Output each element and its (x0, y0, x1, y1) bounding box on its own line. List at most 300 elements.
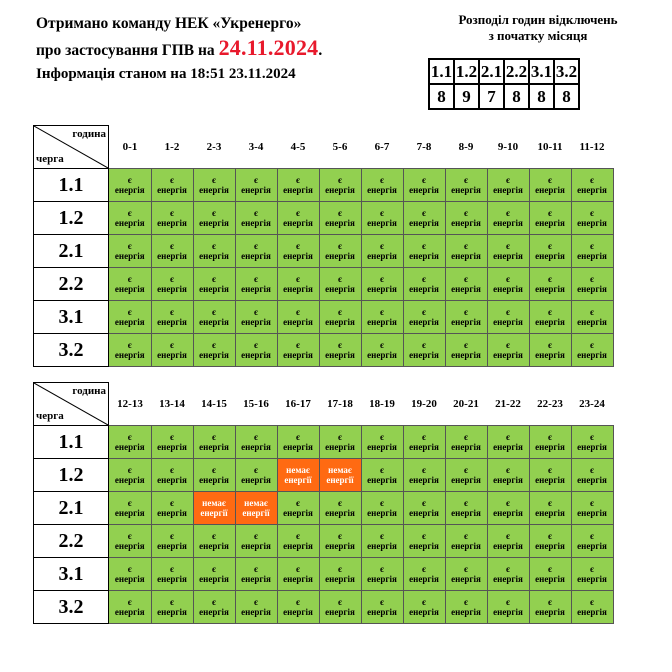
status-line-2: енергія (451, 607, 481, 617)
status-cell-no-power (319, 459, 361, 492)
status-cell-power (361, 426, 403, 459)
status-cell-power (487, 426, 529, 459)
status-line-2: енергія (367, 185, 397, 195)
status-line-1: є (254, 597, 258, 607)
summary-caption-line-2: з початку місяця (488, 28, 588, 43)
status-cell-power (361, 591, 403, 624)
status-line-2: енергія (157, 317, 187, 327)
summary-hours-value: 9 (454, 84, 479, 109)
announcement-line-2 (36, 36, 406, 63)
status-line-1: є (254, 274, 258, 284)
status-line-1: є (254, 340, 258, 350)
status-line-2: енергія (325, 541, 355, 551)
status-cell-power (487, 459, 529, 492)
status-line-1: є (296, 564, 300, 574)
status-cell-power (487, 202, 529, 235)
status-line-2: енергія (451, 185, 481, 195)
status-line-2: енергія (114, 185, 145, 195)
status-line-2: енергія (157, 350, 187, 360)
status-line-1: є (590, 274, 594, 284)
status-cell-power (529, 268, 571, 301)
hour-header: 13-14 (159, 397, 185, 410)
status-cell-power (235, 334, 277, 367)
status-line-1: є (170, 175, 174, 185)
status-cell-power (571, 301, 613, 334)
status-cell-power (319, 169, 361, 202)
status-line-1: є (338, 307, 342, 317)
status-line-1: є (506, 340, 510, 350)
hour-header: 21-22 (495, 397, 521, 410)
status-cell-power (403, 525, 445, 558)
status-line-1: є (548, 564, 552, 574)
status-line-1: є (338, 531, 342, 541)
status-line-1: є (170, 241, 174, 251)
schedule-date: 24.11.2024 (218, 35, 319, 60)
status-line-1: є (170, 498, 174, 508)
schedule-table-am (33, 125, 614, 367)
queue-row (34, 169, 614, 202)
status-line-2: енергія (325, 350, 355, 360)
corner-header (34, 126, 109, 169)
status-line-1: є (296, 307, 300, 317)
status-line-2: енергія (283, 218, 313, 228)
status-line-2: енергія (535, 185, 565, 195)
status-line-2: енергія (199, 607, 229, 617)
status-line-2: енергія (493, 218, 523, 228)
status-cell-power (487, 301, 529, 334)
status-line-1: є (170, 274, 174, 284)
status-cell-power (109, 492, 152, 525)
status-cell-power (487, 235, 529, 268)
status-cell-power (487, 525, 529, 558)
status-cell-power (403, 459, 445, 492)
status-line-1: є (380, 274, 384, 284)
status-line-1: є (548, 597, 552, 607)
status-line-1: є (422, 597, 426, 607)
queue-label: 3.1 (34, 301, 109, 334)
status-cell-power (403, 591, 445, 624)
status-line-2: енергія (577, 442, 607, 452)
status-line-1: є (338, 564, 342, 574)
status-cell-power (109, 301, 152, 334)
status-line-1: є (212, 597, 216, 607)
status-line-1: є (296, 175, 300, 185)
status-cell-power (487, 558, 529, 591)
status-line-1: є (590, 498, 594, 508)
status-line-1: є (380, 564, 384, 574)
status-cell-power (109, 558, 152, 591)
queue-row (34, 235, 614, 268)
status-line-1: є (127, 241, 132, 251)
status-line-2: енергія (409, 508, 439, 518)
status-line-2: енергія (535, 284, 565, 294)
status-line-1: є (127, 498, 132, 508)
hour-header: 2-3 (206, 140, 222, 153)
status-cell-power (361, 268, 403, 301)
status-line-1: є (127, 340, 132, 350)
status-line-1: є (127, 175, 132, 185)
status-cell-power (403, 202, 445, 235)
corner-queue-label: черга (36, 410, 64, 422)
status-line-1: є (296, 531, 300, 541)
status-line-1: є (464, 498, 468, 508)
status-line-1: є (212, 465, 216, 475)
hour-header: 16-17 (285, 397, 311, 410)
hour-header: 1-2 (164, 140, 180, 153)
status-cell-power (193, 202, 235, 235)
hour-header: 0-1 (122, 140, 138, 153)
status-line-1: є (127, 597, 132, 607)
status-line-2: енергія (241, 541, 271, 551)
status-line-1: є (590, 241, 594, 251)
status-line-1: є (548, 208, 552, 218)
summary-queue-label: 3.2 (554, 59, 579, 84)
status-line-2: енергія (157, 218, 187, 228)
summary-queue-label: 1.2 (454, 59, 479, 84)
status-cell-power (361, 334, 403, 367)
status-line-1: є (590, 465, 594, 475)
status-line-2: енергія (535, 574, 565, 584)
status-line-2: енергія (157, 442, 187, 452)
status-line-2: енергія (283, 185, 313, 195)
status-cell-power (277, 169, 319, 202)
status-cell-power (277, 202, 319, 235)
status-cell-power (193, 235, 235, 268)
status-line-1: є (548, 274, 552, 284)
status-line-1: є (380, 208, 384, 218)
status-line-2: енергія (114, 350, 145, 360)
status-line-1: є (548, 432, 552, 442)
status-line-1: є (548, 340, 552, 350)
hour-header: 23-24 (579, 397, 605, 410)
queue-label: 3.2 (34, 591, 109, 624)
status-cell-power (319, 492, 361, 525)
status-line-1: є (506, 597, 510, 607)
status-line-1: є (254, 531, 258, 541)
status-line-2: енергія (409, 607, 439, 617)
queue-label: 2.1 (34, 235, 109, 268)
status-line-2: енергія (493, 475, 523, 485)
status-line-1: є (464, 175, 468, 185)
status-line-1: є (380, 531, 384, 541)
status-line-2: енергія (199, 284, 229, 294)
status-line-1: є (506, 241, 510, 251)
status-line-2: енергія (367, 508, 397, 518)
status-line-2: енергія (409, 475, 439, 485)
status-line-1: є (338, 175, 342, 185)
status-cell-power (277, 591, 319, 624)
status-cell-power (445, 301, 487, 334)
status-cell-power (403, 558, 445, 591)
status-line-2: енергія (199, 251, 229, 261)
status-line-1: є (506, 274, 510, 284)
status-line-1: є (464, 340, 468, 350)
status-line-2: енергія (114, 475, 145, 485)
status-line-1: є (590, 432, 594, 442)
status-line-1: є (127, 208, 132, 218)
monthly-outage-summary (420, 12, 656, 110)
status-cell-power (235, 268, 277, 301)
status-line-2: енергія (451, 350, 481, 360)
status-cell-power (277, 235, 319, 268)
status-line-2: енергія (493, 607, 523, 617)
status-cell-power (529, 202, 571, 235)
status-cell-power (277, 268, 319, 301)
status-cell-power (193, 525, 235, 558)
status-line-2: енергія (114, 541, 145, 551)
corner-hour-label: година (72, 385, 106, 397)
status-line-2: енергія (199, 350, 229, 360)
status-line-1: є (338, 208, 342, 218)
status-cell-no-power (235, 492, 277, 525)
status-cell-power (361, 235, 403, 268)
status-cell-power (193, 334, 235, 367)
status-line-1: є (170, 307, 174, 317)
status-line-2: енергія (367, 218, 397, 228)
status-line-1: є (170, 531, 174, 541)
status-cell-power (109, 268, 152, 301)
status-line-2: енергія (241, 317, 271, 327)
status-line-2: енергія (325, 607, 355, 617)
status-line-1: є (590, 175, 594, 185)
status-line-2: енергія (283, 442, 313, 452)
status-cell-power (109, 459, 152, 492)
status-line-1: є (548, 465, 552, 475)
status-line-2: енергія (157, 185, 187, 195)
status-line-2: енергія (157, 251, 187, 261)
status-cell-power (571, 426, 613, 459)
status-line-2: енергія (577, 185, 607, 195)
status-line-1: є (422, 531, 426, 541)
status-line-1: є (590, 307, 594, 317)
status-line-1: немає (286, 465, 310, 475)
hour-header: 6-7 (374, 140, 390, 153)
status-line-1: є (590, 531, 594, 541)
summary-hours-value: 8 (504, 84, 529, 109)
summary-hours-value: 8 (529, 84, 554, 109)
status-line-2: енергія (409, 284, 439, 294)
status-cell-power (109, 202, 152, 235)
status-line-2: енергія (451, 251, 481, 261)
corner-header (34, 383, 109, 426)
status-cell-power (571, 459, 613, 492)
status-line-1: є (464, 597, 468, 607)
status-cell-power (235, 591, 277, 624)
status-line-1: є (422, 241, 426, 251)
status-line-2: енергія (493, 317, 523, 327)
status-line-1: є (212, 208, 216, 218)
status-line-2: енергія (283, 251, 313, 261)
queue-label: 1.2 (34, 459, 109, 492)
status-line-1: є (296, 498, 300, 508)
status-line-2: енергія (493, 442, 523, 452)
status-cell-power (529, 558, 571, 591)
status-line-2: енергія (493, 574, 523, 584)
status-line-1: є (548, 241, 552, 251)
status-cell-power (109, 235, 152, 268)
status-cell-power (529, 591, 571, 624)
hour-header: 19-20 (411, 397, 437, 410)
status-line-2: енергія (367, 574, 397, 584)
status-cell-power (361, 525, 403, 558)
status-line-1: є (296, 208, 300, 218)
status-cell-power (109, 169, 152, 202)
status-cell-power (445, 459, 487, 492)
status-line-2: енергія (535, 350, 565, 360)
status-line-1: є (380, 307, 384, 317)
summary-hours-value: 8 (554, 84, 579, 109)
status-line-2: енергія (283, 574, 313, 584)
status-line-2: енергія (493, 508, 523, 518)
queue-row (34, 301, 614, 334)
status-line-2: енергія (409, 350, 439, 360)
status-cell-power (151, 334, 193, 367)
status-cell-power (319, 558, 361, 591)
status-line-1: є (170, 564, 174, 574)
hour-header: 20-21 (453, 397, 479, 410)
info-timestamp: Інформація станом на 18:51 23.11.2024 (36, 66, 296, 82)
status-line-1: є (464, 241, 468, 251)
status-line-2: енергія (409, 251, 439, 261)
status-line-1: є (212, 175, 216, 185)
status-cell-power (151, 492, 193, 525)
status-line-1: є (338, 498, 342, 508)
status-line-1: є (464, 564, 468, 574)
status-line-2: енергія (577, 284, 607, 294)
status-cell-power (445, 169, 487, 202)
announcement-line-1: Отримано команду НЕК «Укренерго» (36, 15, 302, 32)
status-line-2: енергія (325, 508, 355, 518)
status-line-2: енергія (535, 251, 565, 261)
status-line-1: є (506, 498, 510, 508)
status-cell-power (109, 525, 152, 558)
status-line-2: енергія (241, 185, 271, 195)
status-cell-power (235, 235, 277, 268)
queue-row (34, 591, 614, 624)
status-line-2: енергія (283, 508, 313, 518)
summary-queue-label: 3.1 (529, 59, 554, 84)
status-line-2: енергія (577, 508, 607, 518)
status-line-1: є (338, 340, 342, 350)
status-line-2: енергія (241, 475, 271, 485)
status-line-2: енергія (451, 475, 481, 485)
status-cell-power (445, 268, 487, 301)
status-cell-power (403, 426, 445, 459)
status-line-1: немає (244, 498, 268, 508)
status-line-1: є (127, 564, 132, 574)
status-line-2: енергія (157, 541, 187, 551)
status-cell-power (277, 426, 319, 459)
status-line-1: є (464, 465, 468, 475)
status-cell-power (571, 334, 613, 367)
status-line-1: є (506, 531, 510, 541)
status-line-1: є (506, 432, 510, 442)
status-line-2: енергія (283, 317, 313, 327)
status-cell-power (403, 492, 445, 525)
status-cell-power (235, 301, 277, 334)
status-line-1: є (170, 465, 174, 475)
status-cell-power (361, 169, 403, 202)
hour-header: 7-8 (416, 140, 432, 153)
status-line-2: енергія (451, 284, 481, 294)
status-line-2: енергія (409, 185, 439, 195)
hour-header: 9-10 (497, 140, 519, 153)
status-line-1: є (380, 465, 384, 475)
status-cell-power (529, 525, 571, 558)
status-cell-power (277, 301, 319, 334)
status-line-1: є (506, 208, 510, 218)
status-line-2: енергія (114, 251, 145, 261)
queue-row (34, 268, 614, 301)
status-line-1: є (590, 208, 594, 218)
hour-header: 12-13 (117, 397, 143, 410)
status-line-1: є (422, 498, 426, 508)
queue-row (34, 202, 614, 235)
status-cell-power (319, 268, 361, 301)
status-line-2: енергія (451, 218, 481, 228)
queue-label: 2.2 (34, 525, 109, 558)
queue-label: 3.2 (34, 334, 109, 367)
status-line-1: є (506, 564, 510, 574)
status-line-2: енергія (577, 607, 607, 617)
status-cell-power (571, 591, 613, 624)
status-line-1: є (127, 432, 132, 442)
status-line-1: є (548, 531, 552, 541)
status-line-2: енергія (451, 574, 481, 584)
status-cell-power (277, 492, 319, 525)
status-line-2: енергія (367, 350, 397, 360)
status-line-2: енергія (199, 475, 229, 485)
status-line-1: є (548, 175, 552, 185)
status-cell-power (235, 169, 277, 202)
status-line-1: є (212, 241, 216, 251)
status-line-1: є (212, 340, 216, 350)
status-line-1: є (464, 208, 468, 218)
summary-hours-value: 7 (479, 84, 504, 109)
status-line-2: енергія (283, 607, 313, 617)
status-line-2: енергія (114, 218, 145, 228)
status-line-2: енергія (199, 541, 229, 551)
hour-header: 22-23 (537, 397, 563, 410)
status-cell-power (403, 169, 445, 202)
status-line-2: енергія (493, 185, 523, 195)
status-cell-power (529, 426, 571, 459)
summary-queue-label: 2.1 (479, 59, 504, 84)
status-line-2: енергія (283, 350, 313, 360)
status-cell-power (235, 558, 277, 591)
status-line-1: є (338, 432, 342, 442)
status-line-1: є (380, 498, 384, 508)
status-cell-power (361, 301, 403, 334)
status-line-2: енергія (199, 218, 229, 228)
status-line-1: є (380, 175, 384, 185)
status-line-2: енергія (535, 218, 565, 228)
status-line-2: енергія (199, 317, 229, 327)
status-line-1: є (338, 274, 342, 284)
status-line-2: енергія (577, 475, 607, 485)
status-line-1: є (296, 274, 300, 284)
queue-row (34, 525, 614, 558)
status-line-2: енергія (409, 541, 439, 551)
status-cell-power (487, 334, 529, 367)
status-line-1: є (254, 208, 258, 218)
queue-label: 2.1 (34, 492, 109, 525)
summary-queue-label: 1.1 (429, 59, 454, 84)
status-line-2: енергія (199, 185, 229, 195)
status-cell-power (403, 268, 445, 301)
status-cell-power (109, 591, 152, 624)
status-line-1: є (254, 175, 258, 185)
